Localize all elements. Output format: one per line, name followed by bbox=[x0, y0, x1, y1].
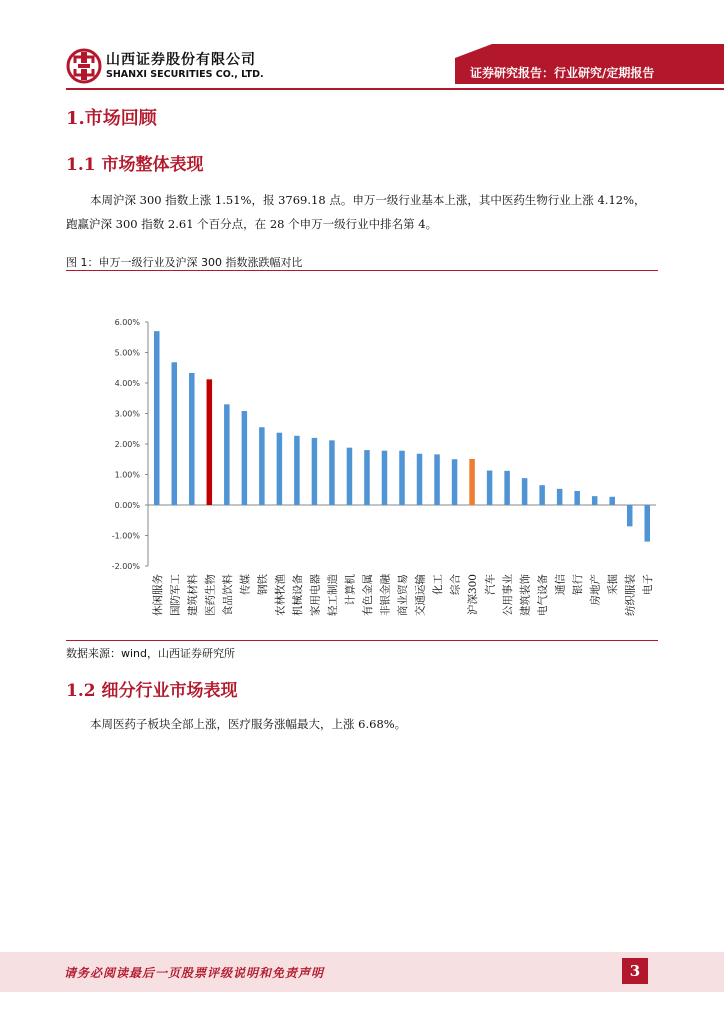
category-label: 国防军工 bbox=[169, 574, 182, 616]
bar-8 bbox=[294, 436, 300, 505]
category-label: 食品饮料 bbox=[221, 574, 234, 616]
category-label: 交通运输 bbox=[414, 574, 427, 616]
bar-5 bbox=[242, 411, 248, 505]
y-tick-label: -1.00% bbox=[111, 531, 140, 541]
section-title-sub-industry: 1.2 细分行业市场表现 bbox=[66, 681, 238, 701]
bar-25 bbox=[592, 496, 598, 505]
category-label: 通信 bbox=[554, 574, 567, 595]
category-label: 农林牧渔 bbox=[274, 574, 287, 616]
category-label: 机械设备 bbox=[291, 574, 304, 616]
category-label: 纺织服装 bbox=[624, 574, 637, 616]
bar-3 bbox=[207, 379, 213, 505]
category-label: 计算机 bbox=[344, 574, 357, 606]
bar-11 bbox=[347, 448, 353, 505]
category-label: 沪深300 bbox=[467, 574, 480, 616]
bar-9 bbox=[312, 438, 318, 505]
bar-22 bbox=[539, 485, 545, 505]
y-tick-label: 3.00% bbox=[114, 409, 140, 419]
bar-28 bbox=[644, 505, 650, 542]
y-tick-label: 2.00% bbox=[114, 440, 140, 449]
figure-source: 数据来源：wind，山西证券研究所 bbox=[66, 647, 236, 660]
category-label: 钢铁 bbox=[256, 574, 269, 595]
bar-24 bbox=[574, 491, 580, 505]
y-tick-label: 6.00% bbox=[114, 318, 140, 327]
category-label: 采掘 bbox=[607, 574, 620, 595]
industry-return-bar-chart bbox=[66, 272, 658, 642]
category-label: 轻工制造 bbox=[326, 574, 339, 616]
bar-23 bbox=[557, 489, 563, 505]
bar-10 bbox=[329, 440, 335, 505]
category-label: 综合 bbox=[449, 574, 462, 595]
bar-15 bbox=[417, 454, 423, 505]
section-title-market-review: 1.市场回顾 bbox=[66, 108, 157, 129]
bar-13 bbox=[382, 451, 388, 505]
overall-performance-paragraph bbox=[66, 188, 666, 236]
category-label: 传媒 bbox=[239, 574, 252, 595]
bar-4 bbox=[224, 404, 230, 505]
y-tick-label: 4.00% bbox=[114, 379, 140, 388]
category-label: 家用电器 bbox=[309, 574, 322, 616]
bar-19 bbox=[487, 471, 493, 505]
bar-21 bbox=[522, 478, 528, 505]
company-name-cn: 山西证券股份有限公司 bbox=[106, 52, 256, 68]
category-label: 商业贸易 bbox=[397, 574, 409, 616]
category-label: 医药生物 bbox=[204, 574, 217, 616]
category-label: 汽车 bbox=[484, 574, 497, 595]
header-divider bbox=[66, 88, 724, 90]
category-label: 电子 bbox=[642, 574, 655, 595]
bar-27 bbox=[627, 505, 633, 526]
page-header bbox=[0, 0, 724, 92]
bar-1 bbox=[172, 362, 178, 505]
y-tick-label: 0.00% bbox=[114, 501, 140, 510]
bar-14 bbox=[399, 451, 405, 505]
bar-6 bbox=[259, 427, 265, 505]
category-label: 建筑装饰 bbox=[519, 574, 532, 616]
category-label: 非银金融 bbox=[379, 574, 392, 616]
category-label: 电气设备 bbox=[537, 574, 550, 616]
y-tick-label: 5.00% bbox=[114, 348, 140, 358]
paragraph-line: 本周沪深 300 指数上涨 1.51%，报 3769.18 点。申万一级行业基本上涨，其中医药生物行业上涨 4.12%， bbox=[90, 193, 646, 207]
y-tick-label: 1.00% bbox=[114, 470, 140, 480]
report-type-label: 证券研究报告：行业研究/定期报告 bbox=[470, 66, 655, 80]
category-label: 有色金属 bbox=[361, 574, 374, 616]
paragraph-line: 本周医药子板块全部上涨，医疗服务涨幅最大，上涨 6.68%。 bbox=[90, 717, 407, 731]
bar-7 bbox=[277, 433, 283, 505]
y-tick-label: -2.00% bbox=[111, 562, 140, 571]
category-label: 房地产 bbox=[589, 574, 602, 606]
bar-2 bbox=[189, 373, 195, 505]
bar-26 bbox=[609, 497, 615, 505]
category-label: 公用事业 bbox=[502, 574, 515, 616]
figure-top-rule bbox=[66, 270, 658, 271]
company-logo-icon bbox=[66, 48, 102, 84]
category-label: 银行 bbox=[572, 574, 585, 595]
bar-12 bbox=[364, 450, 370, 505]
bar-18 bbox=[469, 459, 475, 505]
section-title-overall-performance: 1.1 市场整体表现 bbox=[66, 155, 204, 175]
bar-0 bbox=[154, 331, 160, 505]
company-name-en: SHANXI SECURITIES CO., LTD. bbox=[106, 69, 264, 80]
sub-industry-paragraph bbox=[66, 712, 666, 736]
figure-bottom-rule bbox=[66, 640, 658, 641]
bar-16 bbox=[434, 454, 440, 505]
bar-20 bbox=[504, 471, 510, 505]
figure-caption: 图 1：申万一级行业及沪深 300 指数涨跌幅对比 bbox=[66, 256, 303, 269]
category-label: 休闲服务 bbox=[151, 574, 164, 616]
bar-17 bbox=[452, 459, 458, 505]
disclaimer-notice: 请务必阅读最后一页股票评级说明和免责声明 bbox=[64, 966, 325, 980]
category-label: 化工 bbox=[432, 574, 445, 595]
page-number: 3 bbox=[622, 958, 648, 984]
category-label: 建筑材料 bbox=[186, 574, 199, 616]
paragraph-line: 跑赢沪深 300 指数 2.61 个百分点，在 28 个申万一级行业中排名第 4。 bbox=[66, 217, 438, 231]
page-footer bbox=[0, 952, 724, 992]
